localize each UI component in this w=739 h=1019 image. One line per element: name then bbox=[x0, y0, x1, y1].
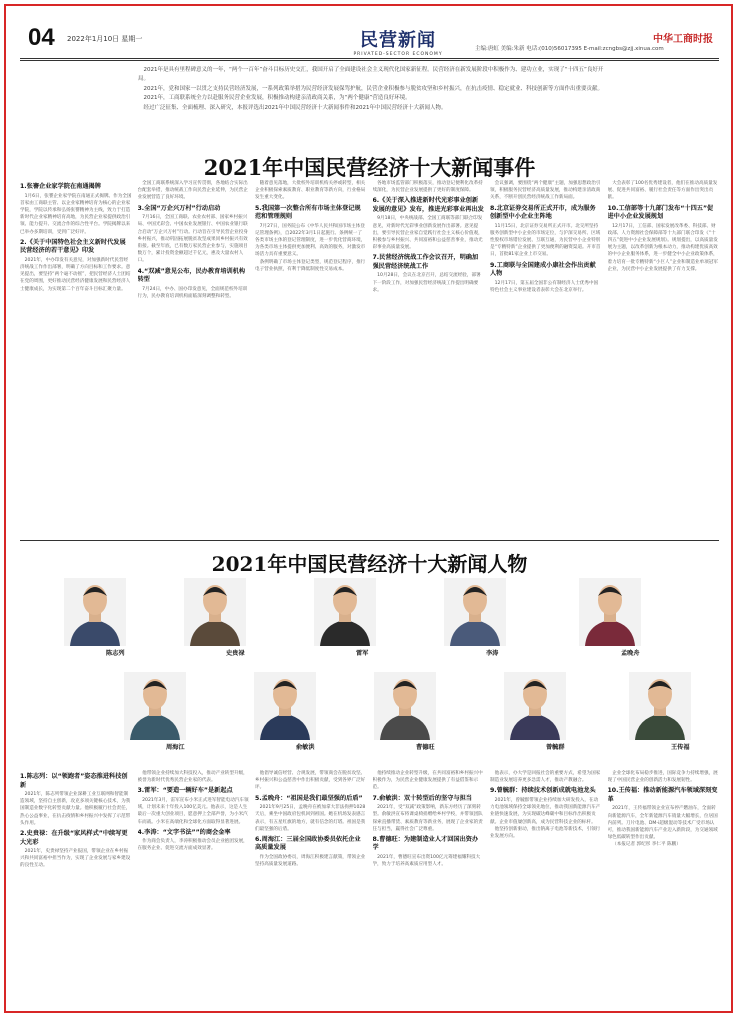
article-column bbox=[255, 770, 367, 1006]
section-subtitle: PRIVATED-SECTOR ECONOMY bbox=[353, 52, 443, 57]
item-heading: 7.民营经济统战工作会议召开，明确加强民营经济统战工作 bbox=[372, 254, 479, 270]
intro-paragraph: 2021年，党和国家一以贯之支持民营经济发展，一系列政策举措为民营经济发展保驾护航，民营企业积极参与脱贫攻坚和乡村振兴，在抗击疫情、稳定就业、科技创新等方面作出重要贡献。 bbox=[143, 85, 604, 92]
person-name: 李涛 bbox=[486, 650, 499, 657]
item-body: 1月6日，张謇企业家学院在南通正式揭牌。作为全国首家由工商联主管、以企业家精神培育为核心的企业家学院，学院以传承和弘扬张謇精神为主线，致力于打造新时代企业家精神培育高地，为民营企业家提供政治引领、能力提升、交流合作的综合性平台。学院揭牌以来已举办多期培训，受到广泛好评。 bbox=[20, 193, 132, 235]
person-name: 孟晚舟 bbox=[621, 650, 640, 657]
item-heading: 10.工信部等十九部门发布“十四五”促进中小企业发展规划 bbox=[607, 204, 714, 221]
item-body: 7月16日，全国工商联、农业农村部、国家乡村振兴局、中国光彩会、中国农业发展银行、中国农业银行联合启动“万企兴万村”行动。行动旨在引导民营企业投身乡村振兴，推动巩固拓展脱贫攻坚成果同乡村振兴有效衔接。截至年底，已有数万家民营企业参与，实施项目数万个，累计投资金额超过千亿元，惠及大量农村人口。 bbox=[137, 215, 248, 264]
person-name: 雷军 bbox=[356, 650, 369, 657]
section-divider bbox=[20, 540, 719, 541]
person-name: 王传福 bbox=[671, 744, 690, 751]
item-heading: 2.《关于中国特色社会主义新时代发展民营经济的若干意见》印发 bbox=[20, 238, 126, 255]
portrait-photo bbox=[124, 672, 186, 740]
article-column bbox=[20, 180, 132, 532]
item-heading: 4.“双减”意见公布，民办教育培训机构转型 bbox=[137, 267, 246, 284]
item-body: 他带领企业持续加大科技投入，推动产业转型升级，被誉为新时代优秀民营企业家的代表。 bbox=[137, 771, 248, 784]
item-body: 全国工商联系统深入学习宣传贯彻，各地结合实际出台配套举措，推动统战工作向民营企业延伸，为民营企业发展营造了良好环境。 bbox=[137, 181, 248, 201]
editor-info: 主编:唐虹 美编:朱新 电话:(010)56017395 E-mail:zcngbs@zjj.xinua.com bbox=[475, 46, 664, 52]
item-body: 11月15日，北京证券交易所正式开市。北交所坚持服务创新型中小企业的市场定位，与沪深交易所、区域性股权市场错位发展、互联互通，为民营中小企业特别是“专精特新”企业提供了更加便利的融资渠道。开市首日，首批81家企业上市交易。 bbox=[490, 223, 601, 258]
item-body: 各地市场监管部门积极落实，推动登记便利化改革持续深化，为民营企业发展提供了更好的制度保障。 bbox=[372, 181, 483, 194]
portrait-photo bbox=[504, 672, 566, 740]
portrait-photo bbox=[184, 578, 246, 646]
item-body: 2021年，陈志列带领企业深耕工业互联网和智能制造领域，坚持自主创新，攻克多项关键核心技术，为我国制造业数字化转型贡献力量。他积极履行社会责任，热心公益事业，在抗击疫情和乡村振兴中发挥了示范带头作用。 bbox=[20, 792, 131, 826]
item-body: 10月28日，会议在北京召开，总结交流经验，部署下一阶段工作，对加强民营经济统战工作提出明确要求。 bbox=[372, 273, 481, 293]
article-column bbox=[373, 770, 485, 1006]
article-column bbox=[138, 180, 250, 532]
portrait-photo bbox=[374, 672, 436, 740]
article-column bbox=[255, 180, 367, 532]
portrait-photo bbox=[254, 672, 316, 740]
item-heading: 9.工商联与全国建成小康社会作出贡献人物 bbox=[490, 261, 596, 278]
portrait-photo bbox=[444, 578, 506, 646]
person-name: 曹德旺 bbox=[416, 744, 435, 751]
intro-paragraph: 2021年是具有里程碑意义的一年，“两个一百年”奋斗目标历史交汇，我国开启了全面建设社会主义现代化国家新征程。民营经济在新发展阶段中积极作为、建功立业，实现了“十四五”良好开局。 bbox=[138, 67, 604, 83]
intro-text bbox=[138, 66, 608, 113]
item-body: 企业全球化布局稳步推进，国际竞争力持续增强，展现了中国民营企业的创新活力和发展韧性。 bbox=[607, 771, 718, 784]
person-name: 周海江 bbox=[166, 744, 185, 751]
item-heading: 5.孟晚舟：“祖国是我们最坚强的后盾” bbox=[255, 794, 363, 802]
intro-paragraph: 2021年，工商联系统全力以赴服务民营企业发展，积极推动构建亲清政商关系，为“两个健康”营造良好环境。 bbox=[143, 95, 411, 102]
newspaper-brand: 中华工商时报 bbox=[653, 34, 713, 45]
item-heading: 8.北京证券交易所正式开市，成为服务创新型中小企业主阵地 bbox=[490, 204, 596, 221]
item-body: 他持续推动企业转型升级，在共同富裕和乡村振兴中积极作为，为民营企业健康发展提供了有益借鉴和示范。 bbox=[372, 771, 483, 791]
section-title: 民营新闻 bbox=[360, 30, 436, 51]
item-body: 7月24日，中办、国办印发意见，全面规范校外培训行为，民办教育培训机构面临深刻调整和转型。 bbox=[137, 286, 248, 299]
item-body: 12月17日，工信部、国家发展改革委、科技部、财政部、人力资源社会保障部等十九部门联合印发《“十四五”促进中小企业发展规划》。规划提出，以高质量发展为主题，以改革创新为根本动力，推动构建优质高效的中小企业服务体系，进一步健全中小企业政策体系，着力培育一批专精特新“小巨人”企业和制造业单项冠军企业，为民营中小企业发展提供了有力支撑。 bbox=[607, 223, 718, 272]
item-body: 会议强调，要围绕“两个健康”主题，加强思想政治引领，积极服务民营经济高质量发展，推动构建亲清政商关系，不断开创民营经济统战工作新局面。 bbox=[490, 181, 601, 201]
item-heading: 10.王传福：推动新能源汽车领域深刻变革 bbox=[607, 787, 718, 803]
item-body: 大会表彰了100名优秀建设者，他们在推动高质量发展、促进共同富裕、履行社会责任等方面作出突出贡献。 bbox=[607, 181, 718, 201]
article-column bbox=[373, 180, 485, 532]
article-column bbox=[490, 180, 602, 532]
section-logo bbox=[338, 26, 458, 57]
item-body: 2021年，史贵禄坚持产业报国，带领企业在乡村振兴和共同富裕中担当作为，实现了企业发展与家乡建设的良性互动。 bbox=[20, 849, 131, 869]
issue-date: 2022年1月10日 星期一 bbox=[67, 35, 143, 43]
events-title: 2021年中国民营经济十大新闻事件 bbox=[203, 155, 536, 180]
article-column bbox=[138, 770, 250, 1006]
article-column bbox=[490, 770, 602, 1006]
item-body: 他表示，办大学是回报社会的重要方式，希望为国家制造业发展培养更多急需人才，推动产教融合。 bbox=[490, 771, 601, 784]
item-heading: 8.曹德旺：为建制造业人才回国出资办学 bbox=[372, 835, 479, 852]
item-body: 作为商会负责人，李涛积极推动会员企业抱团发展，在服务企业、促进交流方面成效显著。 bbox=[137, 839, 248, 852]
item-heading: 7.俞敏洪：双十转型后的坚守与担当 bbox=[372, 794, 472, 802]
person-name: 俞敏洪 bbox=[296, 744, 315, 751]
item-body: 他坚持创新驱动，推出钠离子电池等新技术，引领行业发展方向。 bbox=[490, 826, 601, 839]
header-divider-thin bbox=[20, 60, 719, 61]
page-number: 04 bbox=[28, 24, 55, 51]
item-body: 2021年，中办印发有关意见，对加强新时代民营经济统战工作作出部署，明确了方向目标和工作要求。意见提出，要坚持“两个毫不动摇”，把民营经济人士团结在党的周围，更好推动民营经济健康发展和民营经济人士健康成长，为实现第二个百年奋斗目标汇聚力量。 bbox=[20, 257, 131, 292]
item-heading: 6.周海江：三届全国政协委员依托企业高质量发展 bbox=[255, 835, 361, 852]
intro-paragraph: 经过广泛征集、全面梳理、深入研究，本报评选出2021年中国民营经济十大新闻事件和2021年中国民营经济十大新闻人物。 bbox=[143, 104, 447, 111]
article-column bbox=[608, 180, 720, 532]
item-body: 7月27日，国务院公布《中华人民共和国市场主体登记管理条例》，自2022年3月1日起施行。条例统一了各类市场主体的登记管理制度，进一步优化营商环境，为各类市场主体提供更加便利、高效的服务，对激发市场活力具有重要意义。 bbox=[255, 223, 366, 258]
item-body: 2021年9月25日，孟晚舟在被加拿大非法拘押1028天后，乘坐中国政府包机回到祖国。她在机场发表感言表示，有五星红旗的地方，就有信念的灯塔。祖国是我们最坚强的后盾。 bbox=[255, 805, 366, 832]
portrait-photo bbox=[579, 578, 641, 646]
item-body: 2021年，曾毓群带领企业持续加大研发投入，在动力电池领域保持全球领先地位，推动我国新能源汽车产业链快速发展，为实现碳达峰碳中和目标作出积极贡献。企业市值屡创新高，成为民营科技企业的标杆。 bbox=[490, 797, 601, 825]
item-body: 2021年3月，雷军宣布小米正式进军智能电动汽车领域，计划未来十年投入100亿美元。他表示，这是人生最后一次重大创业项目，愿意押上全部声誉，为小米汽车而战。小米在高端化和全球化方面取得显著进展。 bbox=[137, 797, 249, 825]
item-heading: 5.我国第一次整合所有市场主体登记规范和管理规则 bbox=[255, 204, 361, 221]
portrait-photo bbox=[629, 672, 691, 740]
item-heading: 2.史贵禄：在升级“家风样式”中续写更大光彩 bbox=[20, 830, 128, 846]
item-body: 12月17日，第五届全国非公有制经济人士优秀中国特色社会主义事业建设者表彰大会在北京举行。 bbox=[490, 280, 599, 293]
people-title: 2021年中国民营经济十大新闻人物 bbox=[211, 552, 528, 576]
item-body: 他倡导诚信经营、合规发展，带领商会在脱贫攻坚、乡村振兴和公益慈善中作出积极贡献，受到各界广泛好评。 bbox=[255, 771, 366, 791]
item-body: 9月18日，中央统战部、全国工商联等部门联合印发意见，对新时代光彩事业创新发展作出部署。意见提出，要引导民营企业家自觉践行社会主义核心价值观，积极参与乡村振兴、共同富裕和公益慈善事业，推动光彩事业高质量发展。 bbox=[372, 216, 483, 251]
header-divider bbox=[20, 58, 719, 59]
item-body: 随着意见落地，大批校外培训机构关停或转型，相关企业积极探索素质教育、职业教育等新方向，行业格局发生重大变化。 bbox=[255, 181, 366, 201]
item-heading: 1.张謇企业家学院在南通揭牌 bbox=[20, 183, 101, 190]
person-name: 曾毓群 bbox=[546, 744, 565, 751]
item-body: 2021年，王传福带领企业宣布停产燃油车，全面转向新能源汽车，全年新能源汽车销量大幅增长，位居国内前列。刀片电池、DM-i超级混动等技术广受市场认可，推动我国新能源汽车产业迈入新阶段，为交通领域绿色低碳转型作出贡献。 bbox=[607, 806, 718, 841]
item-heading: 6.《关于深入推进新时代光彩事业创新发展的意见》发布，推进光彩事业再出发 bbox=[372, 197, 484, 213]
article-column bbox=[20, 770, 132, 1006]
item-heading: 1.陈志列：以“领跑者”姿态推进科技创新 bbox=[20, 773, 128, 789]
item-heading: 3.雷军：“要造一辆好车”是新起点 bbox=[137, 787, 233, 795]
item-body: 作为全国政协委员，周海江积极建言献策，带领企业坚持高质量发展道路。 bbox=[255, 854, 366, 868]
person-name: 陈志列 bbox=[106, 650, 125, 657]
person-name: 史贵禄 bbox=[226, 650, 245, 657]
portrait-photo bbox=[64, 578, 126, 646]
masthead bbox=[20, 22, 719, 58]
portrait-photo bbox=[314, 578, 376, 646]
item-heading: 9.曾毓群：持续技术创新成就电池龙头 bbox=[490, 787, 596, 795]
item-body: 2021年，曹德旺宣布出资100亿元筹建福耀科技大学，致力于培养高素质应用型人才。 bbox=[372, 854, 481, 868]
item-body: （本报记者 郭纪彤 李仁平 陈鹏） bbox=[612, 842, 681, 848]
item-heading: 3.全国“万企兴万村”行动启动 bbox=[137, 204, 221, 212]
article-column bbox=[608, 770, 720, 1006]
item-body: 2021年，受“双减”政策影响，新东方经历了深刻转型。俞敏洪宣布将课桌椅捐赠给乡村学校，并带领团队探索直播带货、素质教育等新业务，展现了企业家的责任与担当，赢得社会广泛尊重。 bbox=[372, 805, 483, 832]
item-heading: 4.李涛：“文字书法””的商会金率 bbox=[137, 828, 231, 836]
item-body: 条例明确了市场主体登记类型，规范登记程序，推行电子营业执照，有利于降低制度性交易成本。 bbox=[255, 259, 366, 272]
